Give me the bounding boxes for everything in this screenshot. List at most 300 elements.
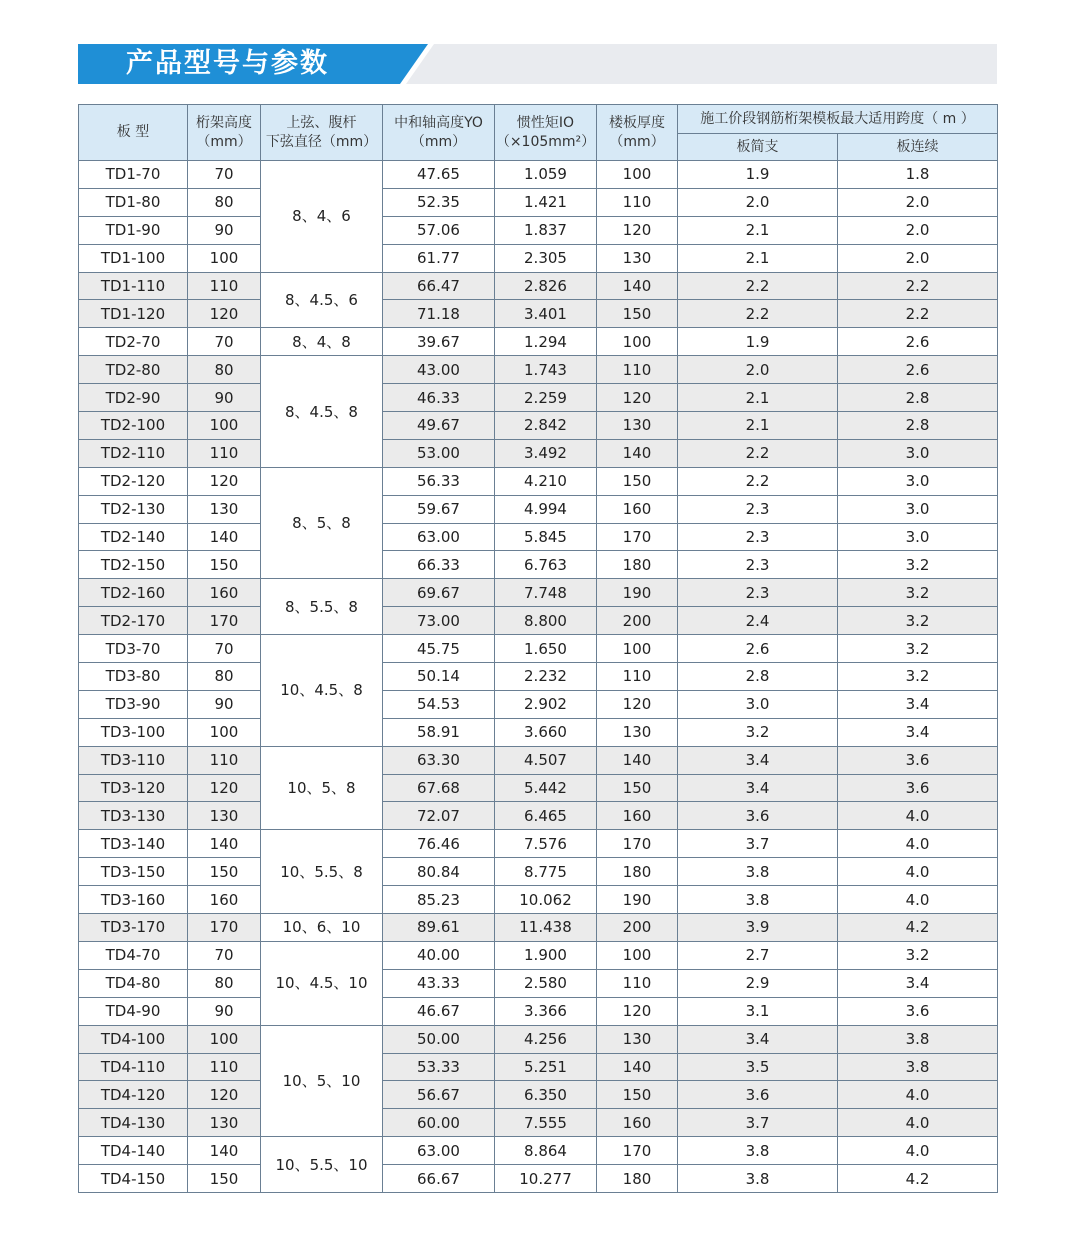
cell-slab-thickness: 100 (597, 328, 678, 356)
cell-span-continuous: 4.0 (838, 858, 998, 886)
cell-type: TD3-150 (79, 858, 188, 886)
cell-neutral-axis: 61.77 (383, 244, 495, 272)
cell-neutral-axis: 39.67 (383, 328, 495, 356)
cell-span-simple: 2.1 (678, 384, 838, 412)
cell-span-simple: 2.3 (678, 551, 838, 579)
table-row (79, 1109, 998, 1137)
table-row (79, 356, 998, 384)
cell-truss-height: 80 (188, 969, 261, 997)
header-slab-thickness-line1: 楼板厚度 (609, 114, 665, 131)
cell-neutral-axis: 40.00 (383, 941, 495, 969)
table-row (79, 384, 998, 412)
cell-slab-thickness: 170 (597, 1137, 678, 1165)
cell-span-continuous: 3.2 (838, 607, 998, 635)
cell-slab-thickness: 130 (597, 1025, 678, 1053)
table-row (79, 997, 998, 1025)
cell-inertia: 1.421 (495, 188, 597, 216)
cell-span-continuous: 3.4 (838, 718, 998, 746)
cell-span-simple: 2.2 (678, 272, 838, 300)
cell-diameter: 10、5、8 (261, 746, 383, 830)
cell-span-simple: 2.1 (678, 244, 838, 272)
cell-neutral-axis: 54.53 (383, 690, 495, 718)
cell-span-continuous: 2.8 (838, 384, 998, 412)
cell-truss-height: 160 (188, 886, 261, 914)
cell-truss-height: 170 (188, 607, 261, 635)
cell-span-simple: 3.6 (678, 1081, 838, 1109)
cell-neutral-axis: 76.46 (383, 830, 495, 858)
table-row (79, 1053, 998, 1081)
cell-type: TD2-70 (79, 328, 188, 356)
cell-span-simple: 2.1 (678, 412, 838, 440)
table-body (79, 161, 998, 1193)
cell-span-simple: 2.4 (678, 607, 838, 635)
cell-span-continuous: 3.2 (838, 579, 998, 607)
header-diameter-line1: 上弦、腹杆 (286, 114, 357, 131)
cell-span-continuous: 3.2 (838, 663, 998, 691)
cell-inertia: 4.507 (495, 746, 597, 774)
cell-type: TD4-150 (79, 1165, 188, 1193)
cell-inertia: 6.465 (495, 802, 597, 830)
cell-span-continuous: 3.0 (838, 439, 998, 467)
cell-neutral-axis: 63.00 (383, 523, 495, 551)
cell-span-simple: 2.3 (678, 495, 838, 523)
cell-span-simple: 3.9 (678, 914, 838, 942)
cell-type: TD3-110 (79, 746, 188, 774)
cell-diameter: 10、5、10 (261, 1025, 383, 1137)
header-slab-thickness-line2: （mm） (609, 133, 665, 150)
cell-span-continuous: 3.4 (838, 969, 998, 997)
cell-inertia: 5.251 (495, 1053, 597, 1081)
cell-neutral-axis: 45.75 (383, 635, 495, 663)
cell-type: TD3-140 (79, 830, 188, 858)
cell-truss-height: 140 (188, 830, 261, 858)
cell-diameter: 10、5.5、10 (261, 1137, 383, 1193)
cell-truss-height: 120 (188, 300, 261, 328)
cell-inertia: 2.305 (495, 244, 597, 272)
cell-diameter: 10、4.5、10 (261, 941, 383, 1025)
cell-inertia: 2.842 (495, 412, 597, 440)
cell-type: TD4-110 (79, 1053, 188, 1081)
header-neutral-axis-line1: 中和轴高度YO (394, 114, 483, 131)
cell-truss-height: 80 (188, 663, 261, 691)
cell-span-simple: 1.9 (678, 328, 838, 356)
table-row (79, 244, 998, 272)
cell-slab-thickness: 150 (597, 774, 678, 802)
cell-inertia: 3.492 (495, 439, 597, 467)
cell-diameter: 8、4.5、6 (261, 272, 383, 328)
cell-span-continuous: 2.0 (838, 216, 998, 244)
table-row (79, 579, 998, 607)
header-continuous: 板连续 (838, 134, 998, 161)
cell-slab-thickness: 190 (597, 886, 678, 914)
cell-inertia: 2.232 (495, 663, 597, 691)
cell-inertia: 1.059 (495, 161, 597, 189)
cell-span-simple: 1.9 (678, 161, 838, 189)
cell-truss-height: 70 (188, 635, 261, 663)
cell-neutral-axis: 72.07 (383, 802, 495, 830)
cell-truss-height: 90 (188, 216, 261, 244)
cell-inertia: 4.994 (495, 495, 597, 523)
cell-inertia: 5.845 (495, 523, 597, 551)
table-row (79, 663, 998, 691)
cell-type: TD3-80 (79, 663, 188, 691)
cell-span-simple: 3.5 (678, 1053, 838, 1081)
cell-inertia: 6.763 (495, 551, 597, 579)
cell-span-simple: 3.8 (678, 858, 838, 886)
cell-type: TD4-70 (79, 941, 188, 969)
cell-neutral-axis: 63.00 (383, 1137, 495, 1165)
cell-span-simple: 2.0 (678, 356, 838, 384)
table-row (79, 802, 998, 830)
cell-span-simple: 3.8 (678, 1137, 838, 1165)
cell-slab-thickness: 130 (597, 718, 678, 746)
cell-slab-thickness: 170 (597, 523, 678, 551)
cell-neutral-axis: 85.23 (383, 886, 495, 914)
cell-type: TD4-90 (79, 997, 188, 1025)
cell-type: TD3-70 (79, 635, 188, 663)
cell-truss-height: 130 (188, 1109, 261, 1137)
cell-type: TD4-120 (79, 1081, 188, 1109)
cell-type: TD2-140 (79, 523, 188, 551)
table-row (79, 718, 998, 746)
cell-span-continuous: 2.2 (838, 272, 998, 300)
cell-span-continuous: 4.0 (838, 1081, 998, 1109)
cell-span-simple: 3.6 (678, 802, 838, 830)
cell-neutral-axis: 52.35 (383, 188, 495, 216)
cell-truss-height: 150 (188, 858, 261, 886)
cell-span-continuous: 2.0 (838, 244, 998, 272)
cell-slab-thickness: 150 (597, 1081, 678, 1109)
cell-span-continuous: 4.0 (838, 1137, 998, 1165)
cell-neutral-axis: 89.61 (383, 914, 495, 942)
cell-neutral-axis: 53.00 (383, 439, 495, 467)
cell-neutral-axis: 60.00 (383, 1109, 495, 1137)
cell-neutral-axis: 58.91 (383, 718, 495, 746)
cell-slab-thickness: 100 (597, 161, 678, 189)
cell-type: TD2-120 (79, 467, 188, 495)
cell-truss-height: 70 (188, 941, 261, 969)
cell-truss-height: 150 (188, 551, 261, 579)
cell-type: TD3-130 (79, 802, 188, 830)
table-row (79, 216, 998, 244)
cell-type: TD2-90 (79, 384, 188, 412)
spec-table (78, 104, 998, 1193)
cell-neutral-axis: 56.67 (383, 1081, 495, 1109)
table-row (79, 746, 998, 774)
header-diameter-line2: 下弦直径（mm） (265, 133, 378, 150)
cell-type: TD2-100 (79, 412, 188, 440)
cell-truss-height: 170 (188, 914, 261, 942)
cell-span-simple: 3.1 (678, 997, 838, 1025)
cell-inertia: 1.837 (495, 216, 597, 244)
table-row (79, 328, 998, 356)
table-row (79, 1025, 998, 1053)
cell-type: TD4-100 (79, 1025, 188, 1053)
cell-truss-height: 150 (188, 1165, 261, 1193)
cell-inertia: 7.555 (495, 1109, 597, 1137)
cell-type: TD1-90 (79, 216, 188, 244)
cell-truss-height: 130 (188, 495, 261, 523)
cell-span-simple: 2.7 (678, 941, 838, 969)
cell-slab-thickness: 120 (597, 384, 678, 412)
cell-neutral-axis: 66.47 (383, 272, 495, 300)
cell-truss-height: 160 (188, 579, 261, 607)
cell-inertia: 1.743 (495, 356, 597, 384)
cell-slab-thickness: 120 (597, 216, 678, 244)
cell-truss-height: 100 (188, 412, 261, 440)
cell-slab-thickness: 160 (597, 802, 678, 830)
table-row (79, 690, 998, 718)
cell-slab-thickness: 180 (597, 551, 678, 579)
cell-slab-thickness: 110 (597, 356, 678, 384)
table-row (79, 635, 998, 663)
cell-span-continuous: 2.8 (838, 412, 998, 440)
table-row (79, 1165, 998, 1193)
cell-span-continuous: 4.2 (838, 1165, 998, 1193)
cell-truss-height: 100 (188, 1025, 261, 1053)
cell-span-continuous: 2.6 (838, 356, 998, 384)
cell-span-simple: 3.4 (678, 1025, 838, 1053)
cell-inertia: 11.438 (495, 914, 597, 942)
cell-span-continuous: 2.0 (838, 188, 998, 216)
cell-inertia: 6.350 (495, 1081, 597, 1109)
cell-truss-height: 110 (188, 1053, 261, 1081)
cell-slab-thickness: 200 (597, 607, 678, 635)
cell-span-continuous: 3.6 (838, 774, 998, 802)
cell-diameter: 10、6、10 (261, 914, 383, 942)
table-row (79, 272, 998, 300)
cell-span-simple: 3.8 (678, 1165, 838, 1193)
cell-slab-thickness: 110 (597, 969, 678, 997)
cell-inertia: 1.294 (495, 328, 597, 356)
cell-diameter: 8、5.5、8 (261, 579, 383, 635)
cell-span-simple: 3.7 (678, 830, 838, 858)
cell-inertia: 2.259 (495, 384, 597, 412)
cell-truss-height: 120 (188, 774, 261, 802)
cell-inertia: 10.062 (495, 886, 597, 914)
banner-title: 产品型号与参数 (126, 48, 329, 79)
cell-slab-thickness: 150 (597, 300, 678, 328)
header-diameter (261, 105, 383, 161)
cell-slab-thickness: 190 (597, 579, 678, 607)
cell-diameter: 8、4.5、8 (261, 356, 383, 468)
header-slab-thickness (597, 105, 678, 161)
cell-inertia: 4.210 (495, 467, 597, 495)
header-neutral-axis (383, 105, 495, 161)
cell-span-simple: 2.2 (678, 439, 838, 467)
cell-slab-thickness: 120 (597, 997, 678, 1025)
table-row (79, 969, 998, 997)
cell-inertia: 1.650 (495, 635, 597, 663)
cell-truss-height: 120 (188, 1081, 261, 1109)
cell-span-simple: 3.2 (678, 718, 838, 746)
cell-slab-thickness: 160 (597, 1109, 678, 1137)
cell-neutral-axis: 46.33 (383, 384, 495, 412)
cell-neutral-axis: 57.06 (383, 216, 495, 244)
cell-slab-thickness: 140 (597, 439, 678, 467)
cell-inertia: 2.580 (495, 969, 597, 997)
cell-truss-height: 80 (188, 356, 261, 384)
cell-inertia: 1.900 (495, 941, 597, 969)
cell-neutral-axis: 50.14 (383, 663, 495, 691)
table-row (79, 188, 998, 216)
cell-type: TD2-110 (79, 439, 188, 467)
table-row (79, 941, 998, 969)
cell-inertia: 3.401 (495, 300, 597, 328)
cell-span-continuous: 1.8 (838, 161, 998, 189)
cell-truss-height: 110 (188, 439, 261, 467)
cell-inertia: 7.576 (495, 830, 597, 858)
cell-span-continuous: 4.2 (838, 914, 998, 942)
cell-neutral-axis: 53.33 (383, 1053, 495, 1081)
cell-type: TD1-120 (79, 300, 188, 328)
cell-span-simple: 2.2 (678, 467, 838, 495)
cell-span-continuous: 3.4 (838, 690, 998, 718)
cell-type: TD3-100 (79, 718, 188, 746)
cell-slab-thickness: 120 (597, 690, 678, 718)
cell-inertia: 7.748 (495, 579, 597, 607)
cell-span-continuous: 3.2 (838, 635, 998, 663)
cell-neutral-axis: 49.67 (383, 412, 495, 440)
cell-slab-thickness: 140 (597, 1053, 678, 1081)
cell-span-simple: 2.1 (678, 216, 838, 244)
cell-inertia: 2.826 (495, 272, 597, 300)
cell-type: TD1-110 (79, 272, 188, 300)
cell-neutral-axis: 47.65 (383, 161, 495, 189)
cell-type: TD3-90 (79, 690, 188, 718)
cell-span-simple: 2.2 (678, 300, 838, 328)
cell-neutral-axis: 46.67 (383, 997, 495, 1025)
cell-inertia: 5.442 (495, 774, 597, 802)
table-row (79, 161, 998, 189)
cell-span-continuous: 3.2 (838, 551, 998, 579)
cell-slab-thickness: 180 (597, 1165, 678, 1193)
table-row (79, 774, 998, 802)
cell-neutral-axis: 66.67 (383, 1165, 495, 1193)
cell-span-continuous: 4.0 (838, 830, 998, 858)
table-row (79, 551, 998, 579)
table-row (79, 830, 998, 858)
cell-diameter: 10、5.5、8 (261, 830, 383, 914)
cell-span-simple: 2.6 (678, 635, 838, 663)
cell-slab-thickness: 200 (597, 914, 678, 942)
cell-neutral-axis: 71.18 (383, 300, 495, 328)
cell-diameter: 8、4、6 (261, 161, 383, 273)
cell-truss-height: 110 (188, 746, 261, 774)
cell-span-continuous: 3.6 (838, 997, 998, 1025)
cell-span-simple: 2.9 (678, 969, 838, 997)
cell-inertia: 10.277 (495, 1165, 597, 1193)
cell-type: TD3-160 (79, 886, 188, 914)
cell-span-simple: 3.4 (678, 746, 838, 774)
cell-span-continuous: 4.0 (838, 1109, 998, 1137)
cell-inertia: 8.864 (495, 1137, 597, 1165)
table-row (79, 1081, 998, 1109)
header-truss-height-line2: （mm） (196, 133, 252, 150)
header-inertia-line1: 惯性矩IO (516, 114, 575, 131)
cell-type: TD4-130 (79, 1109, 188, 1137)
cell-truss-height: 110 (188, 272, 261, 300)
cell-neutral-axis: 63.30 (383, 746, 495, 774)
header-simple: 板简支 (678, 134, 838, 161)
cell-neutral-axis: 56.33 (383, 467, 495, 495)
cell-truss-height: 120 (188, 467, 261, 495)
cell-neutral-axis: 67.68 (383, 774, 495, 802)
cell-span-continuous: 3.0 (838, 467, 998, 495)
cell-neutral-axis: 69.67 (383, 579, 495, 607)
cell-type: TD1-80 (79, 188, 188, 216)
cell-slab-thickness: 100 (597, 635, 678, 663)
cell-span-continuous: 3.2 (838, 941, 998, 969)
cell-neutral-axis: 59.67 (383, 495, 495, 523)
cell-type: TD4-140 (79, 1137, 188, 1165)
cell-neutral-axis: 73.00 (383, 607, 495, 635)
table-row (79, 439, 998, 467)
cell-type: TD2-80 (79, 356, 188, 384)
table-row (79, 300, 998, 328)
cell-truss-height: 130 (188, 802, 261, 830)
cell-slab-thickness: 170 (597, 830, 678, 858)
cell-slab-thickness: 130 (597, 244, 678, 272)
cell-type: TD2-130 (79, 495, 188, 523)
cell-span-simple: 3.7 (678, 1109, 838, 1137)
cell-diameter: 8、5、8 (261, 467, 383, 579)
cell-span-simple: 3.0 (678, 690, 838, 718)
cell-type: TD1-100 (79, 244, 188, 272)
cell-inertia: 8.775 (495, 858, 597, 886)
header-span-group: 施工价段钢筋桁架模板最大适用跨度（ m ） (678, 105, 998, 134)
cell-truss-height: 90 (188, 997, 261, 1025)
cell-span-simple: 3.8 (678, 886, 838, 914)
cell-slab-thickness: 140 (597, 746, 678, 774)
cell-inertia: 3.660 (495, 718, 597, 746)
cell-type: TD2-150 (79, 551, 188, 579)
cell-span-continuous: 3.0 (838, 523, 998, 551)
cell-type: TD3-170 (79, 914, 188, 942)
cell-neutral-axis: 43.33 (383, 969, 495, 997)
header-inertia (495, 105, 597, 161)
table-row (79, 607, 998, 635)
cell-span-continuous: 3.6 (838, 746, 998, 774)
cell-slab-thickness: 150 (597, 467, 678, 495)
cell-truss-height: 70 (188, 328, 261, 356)
cell-span-simple: 2.3 (678, 579, 838, 607)
cell-truss-height: 100 (188, 244, 261, 272)
table-row (79, 467, 998, 495)
cell-inertia: 3.366 (495, 997, 597, 1025)
cell-truss-height: 140 (188, 1137, 261, 1165)
cell-slab-thickness: 180 (597, 858, 678, 886)
header-inertia-line2: （×105mm²） (495, 133, 596, 150)
cell-truss-height: 140 (188, 523, 261, 551)
cell-truss-height: 70 (188, 161, 261, 189)
table-row (79, 914, 998, 942)
cell-span-continuous: 3.0 (838, 495, 998, 523)
cell-neutral-axis: 50.00 (383, 1025, 495, 1053)
cell-span-simple: 2.3 (678, 523, 838, 551)
cell-truss-height: 100 (188, 718, 261, 746)
table-row (79, 1137, 998, 1165)
table-row (79, 523, 998, 551)
cell-truss-height: 90 (188, 384, 261, 412)
table-row (79, 858, 998, 886)
cell-slab-thickness: 130 (597, 412, 678, 440)
header-truss-height (188, 105, 261, 161)
cell-truss-height: 80 (188, 188, 261, 216)
cell-span-continuous: 3.8 (838, 1053, 998, 1081)
cell-diameter: 10、4.5、8 (261, 635, 383, 747)
cell-diameter: 8、4、8 (261, 328, 383, 356)
